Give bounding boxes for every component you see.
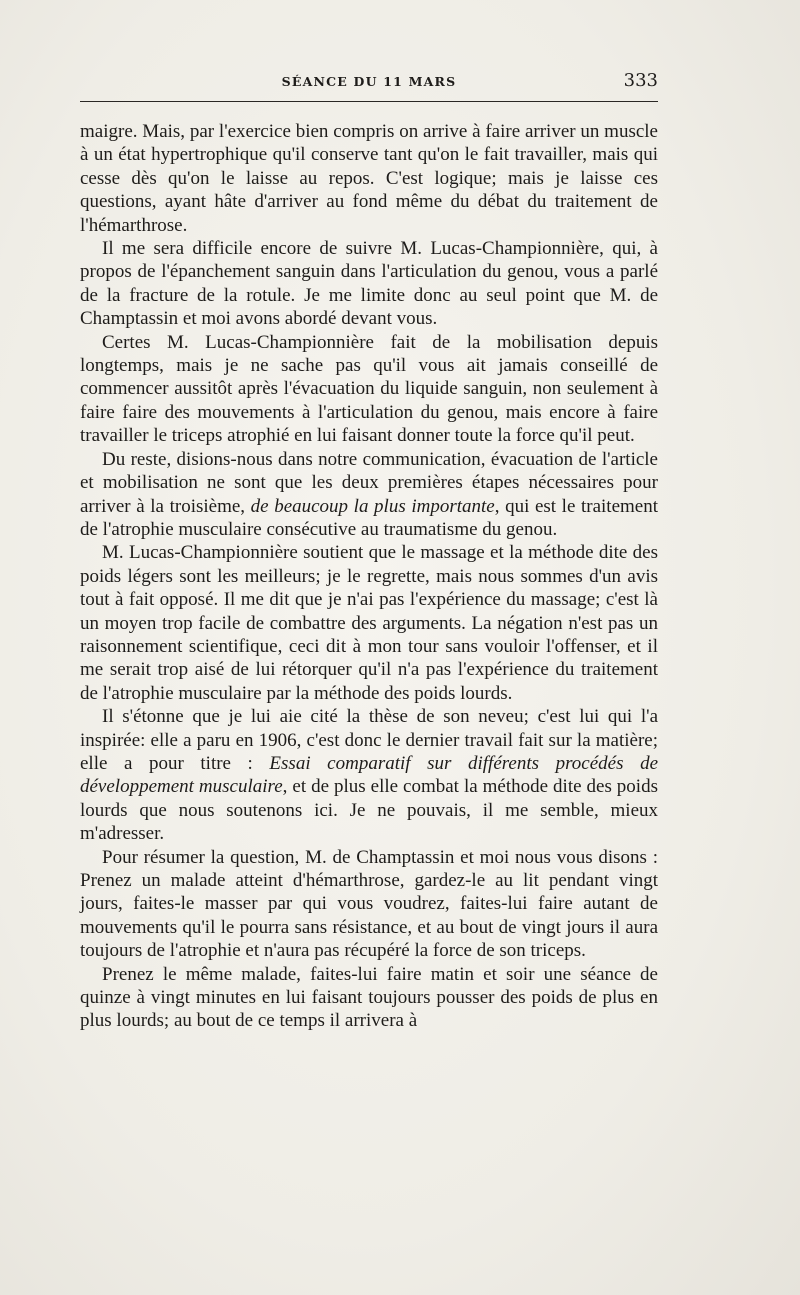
paragraph-text: Prenez le même malade, faites-lui faire matin et soir une séance de quinze à vingt minutes en lui faisant toujours pousser des poids de plus en plus lourds; au bout de ce temps il arrivera à	[80, 963, 658, 1032]
paragraph	[80, 331, 658, 448]
page-number: 333	[623, 70, 658, 91]
paragraph-text: , et de plus elle combat la méthode dite des poids lourds que nous soutenons ici. Je ne pouvais, il me semble, mieux m'adresser.	[80, 776, 658, 845]
italic-title-text: de beaucoup la plus importante	[250, 495, 495, 517]
paragraph-text: Il s'étonne que je lui aie cité la thèse de son neveu; c'est lui qui l'a inspirée: elle a paru en 1906, c'est donc le dernier travail fait sur la matière; elle a pour titre :	[80, 706, 658, 774]
paragraph	[80, 705, 658, 845]
paragraph	[80, 120, 658, 237]
body-text	[80, 120, 658, 1033]
running-title: SÉANCE DU 11 MARS	[281, 74, 457, 89]
page-header	[80, 70, 658, 100]
paragraph-text: maigre. Mais, par l'exercice bien compris on arrive à faire arriver un muscle à un état hypertrophique qu'il conserve tant qu'on le fait travailler, mais qui cesse dès qu'on le laisse au repos. C'est logique; mais je laisse ces questions, ayant hâte d'arriver au fond même du débat du traitement de l'hémarthrose.	[80, 121, 658, 236]
paragraph-text: , qui est le traitement de l'atrophie musculaire consécutive au traumatisme du genou.	[80, 495, 659, 540]
paragraph	[80, 237, 658, 331]
paragraph-text: Il me sera difficile encore de suivre M. Lucas-Championnière, qui, à propos de l'épanchement sanguin dans l'articulation du genou, vous a parlé de la fracture de la rotule. Je me limite donc au seul point que M. de Champtassin et moi avons abordé devant vous.	[80, 238, 658, 330]
paragraph-text: Certes M. Lucas-Championnière fait de la mobilisation depuis longtemps, mais je ne sache pas qu'il vous ait jamais conseillé de commencer aussitôt après l'évacuation du liquide sanguin, non seulement à faire faire des mouvements à l'articulation du genou, mais encore à faire travailler le triceps atrophié en lui faisant donner toute la force qu'il peut.	[80, 331, 658, 447]
paragraph	[80, 846, 658, 963]
paragraph	[80, 541, 658, 705]
paragraph-text: Pour résumer la question, M. de Champtassin et moi nous vous disons : Prenez un malade atteint d'hémarthrose, gardez-le au lit pendant vingt jours, faites-le masser par qui vous voudrez, faites-lui faire autant de mouvements qu'il le pourra sans résistance, et au bout de vingt jours il aura toujours de l'atrophie et n'aura pas récupéré la force de son triceps.	[80, 846, 658, 962]
italic-title-text: Essai comparatif sur différents procédés de développement musculaire	[80, 752, 658, 798]
header-rule	[80, 101, 658, 102]
paragraph	[80, 448, 658, 542]
paragraph-text: Du reste, disions-nous dans notre communication, évacuation de l'article et mobilisation ne sont que les deux premières étapes nécessaires pour arriver à la troisième,	[80, 448, 658, 517]
paragraph-text: M. Lucas-Championnière soutient que le massage et la méthode dite des poids légers sont les meilleurs; je le regrette, mais nous sommes d'un avis tout à fait opposé. Il me dit que je n'ai pas l'expérience du massage; c'est là un moyen trop facile de combattre des arguments. La négation n'est pas un raisonnement scientifique, ceci dit à mon tour sans vouloir l'offenser, et il me serait trop aisé de lui rétorquer qu'il n'a pas l'expérience du traitement de l'atrophie musculaire par la méthode des poids lourds.	[80, 542, 658, 704]
paragraph	[80, 963, 658, 1033]
